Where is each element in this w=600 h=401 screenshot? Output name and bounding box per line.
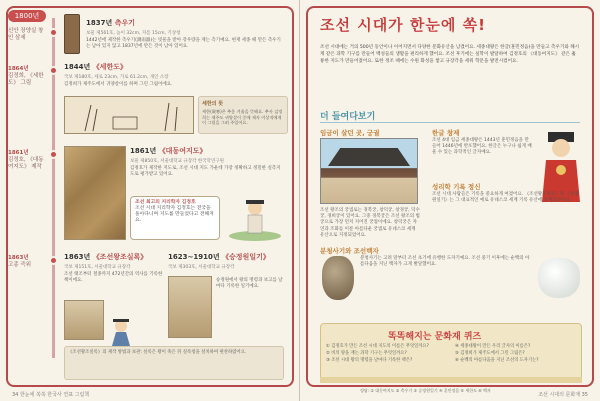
intro-text: 조선 시대에는 거의 500년 동안이나 이어지면서 다양한 문화유산을 남겼어요. 세종대왕은 한글(훈민정음)을 만들고 측우기와 해시계 같은 과학 기구를 만들어 백성들의 생활을 편리하게 했어요. 조선 후기에는 실학이 발달하여 김정호의 《대동여지도》 같은 훌륭한 지도가 만들어졌어요. 또한 정조 때에는 수원 화성을 쌓고 규장각을 세워 학문을 발전시켰어요. — [320, 45, 580, 64]
timeline-entry — [130, 146, 284, 178]
right-footer: 조선 시대의 문화재 35 — [538, 392, 588, 398]
section-subhead: 더 들여다보기 — [320, 112, 376, 122]
quiz-question: ⑥ 순백의 아름다움을 지닌 조선의 도자기는? — [455, 358, 539, 363]
page-title — [320, 14, 486, 35]
quiz-question: ⑤ 김정희가 제주도에서 그린 그림은? — [455, 351, 525, 356]
section-title-hangeul: 한글 창제 — [432, 129, 460, 137]
quiz-question: ① 김정호가 만든 조선 시대 지도의 이름은 무엇일까요? — [326, 344, 429, 349]
quiz-question: ② 비의 양을 재는 과학 기구는 무엇일까요? — [326, 351, 407, 356]
callout-text: 조선 시대 지리학자 김정호는 전국을 돌아다니며 지도를 만들었다고 전해져요. — [135, 206, 214, 223]
entry-year: 1844년 — [64, 63, 91, 71]
rain-gauge-image — [64, 14, 80, 54]
entry-meta: 국보 제151호, 서울대학교 규장각 — [64, 265, 131, 270]
section-title-pottery: 분청사기와 조선백자 — [320, 247, 379, 255]
entry-description: 조선 태조부터 철종까지 472년간의 역사를 기록한 책이에요. — [64, 272, 163, 283]
section-title-records: 성리학 기록 정신 — [432, 183, 481, 191]
side-label-text: 김정희, 《세한도》 그림 — [8, 73, 44, 86]
side-label — [8, 255, 48, 269]
callout-sehan — [198, 96, 288, 134]
side-label — [8, 28, 48, 42]
timeline-entry — [86, 18, 284, 50]
entry-year: 1863년 — [64, 253, 91, 261]
timeline-entry — [64, 252, 164, 284]
timeline-dot — [49, 66, 58, 75]
page-title-text: 조선 시대가 한눈에 쏙! — [320, 16, 486, 34]
section-body-palace: 조선 왕조의 궁궐로는 경복궁, 창덕궁, 창경궁, 덕수궁, 경희궁이 있어요. 그중 경복궁은 조선 왕조의 법궁으로 가장 먼저 지어진 궁궐이에요. 창덕궁은 자연과 조화를 이룬 아름다운 궁궐로 유네스코 세계 유산으로 지정되었어요. — [320, 208, 420, 238]
right-page — [300, 0, 600, 401]
sehando-sketch — [65, 97, 195, 135]
quiz-title: 똑똑해지는 문화재 퀴즈 — [388, 332, 482, 342]
entry-description: 1442년에 제작한 측우기(測雨器)는 빗물을 받아 강우량을 재는 측기예요. 현재 세종 때 만든 측우기는 남아 있지 않고 1837년에 만든 것이 남아 있어요. — [86, 38, 281, 49]
callout-kimjeongho — [130, 196, 220, 240]
annals-book-image — [64, 300, 104, 340]
side-label — [8, 66, 48, 87]
section-title-palace: 임금이 살던 곳, 궁궐 — [320, 129, 380, 137]
entry-year: 1861년 — [130, 147, 157, 155]
entry-name: 《조선왕조실록》 — [92, 253, 148, 261]
entry-description: 김정희가 제주도에서 귀양살이를 하며 그린 그림이에요. — [64, 82, 173, 87]
side-label — [8, 150, 48, 171]
entry-meta: 보물 제561호, 높이 32cm, 지름 15cm, 기상청 — [86, 31, 181, 36]
side-label-year: 1864년 — [8, 66, 29, 72]
callout-text: 세한(歲寒)은 추운 겨울을 뜻해요. 추사 김정희는 제주도 귀양살이 중에 제자 이상적에게 이 그림을 그려 주었어요. — [202, 109, 283, 125]
daedongyeojido-map — [64, 146, 126, 240]
callout-title: 조선 최고의 지리학자 김정호 — [135, 200, 196, 205]
palace-roof-shape — [328, 148, 410, 166]
side-label-text: 고종 즉위 — [8, 262, 32, 268]
entry-meta: 보물 제850호, 서울대학교 규장각 한국학연구원 — [130, 159, 224, 164]
callout-title: 세한의 뜻 — [202, 101, 224, 107]
palace-image — [320, 138, 418, 204]
timeline-entry — [64, 62, 284, 88]
entry-description: 김정호가 제작한 지도로, 조선 시대 지도 가운데 가장 정확하고 정밀한 실측지도로 평가받고 있어요. — [130, 166, 281, 177]
bottom-note-box — [64, 346, 284, 380]
entry-year: 1623~1910년 — [168, 253, 220, 261]
timeline-dot — [49, 256, 58, 265]
entry-year: 1837년 — [86, 19, 113, 27]
entry-description: 승정원에서 왕의 명령과 보고를 날마다 기록한 일기예요. — [216, 278, 283, 289]
timeline-entry — [168, 252, 284, 270]
quiz-answer-bar — [320, 377, 582, 393]
entry-name: 《세한도》 — [92, 63, 127, 71]
scholar-illustration — [108, 318, 134, 348]
quiz-answer: 정답: ① 대동여지도 ② 측우기 ③ 승정원일기 ④ 훈민정음 ⑤ 세한도 ⑥ 백자 — [360, 388, 491, 393]
quiz-question: ③ 조선 시대 왕의 명령을 날마다 기록한 책은? — [326, 358, 413, 363]
entry-name: 측우기 — [114, 19, 135, 27]
section-body-records: 조선 시대 사람들은 기록을 중요하게 여겼어요. 《조선왕조실록》과 《승정원일기》는 그 대표적인 예로 유네스코 세계 기록 유산에 등재되었어요. — [432, 192, 579, 204]
side-label-text: 신안 장양실 창인 삼세 — [8, 28, 44, 41]
timeline-dot — [49, 28, 58, 37]
buncheong-vase-image — [322, 256, 354, 300]
left-footer: 34 한눈에 쏙쏙 한국사 연표 그림책 — [12, 392, 90, 398]
seungjeongwon-book-image — [168, 276, 212, 338]
section-body-hangeul: 조선 4대 임금 세종대왕은 1443년 훈민정음을 만들어 1446년에 반포했어요. 한글은 누구나 쉽게 배울 수 있는 과학적인 글자예요. — [432, 138, 532, 156]
quiz-question: ④ 세종대왕이 만든 우리 글자의 이름은? — [455, 344, 531, 349]
entry-name: 《승정원일기》 — [222, 253, 270, 261]
white-porcelain-image — [538, 258, 580, 298]
bottom-note: 《조선왕조실록》의 제작 방법과 보관: 실록은 왕이 죽은 뒤 실록청을 설치하여 편찬하였어요. — [68, 350, 247, 355]
side-label-year: 1863년 — [8, 255, 29, 261]
entry-name: 《대동여지도》 — [158, 147, 207, 155]
sehando-painting — [64, 96, 194, 134]
section-body-pottery: 분청사기는 고려 말부터 조선 초기에 유행한 도자기예요. 조선 중기 이후에는 순백의 아름다움을 지닌 백자가 크게 발달했어요. — [360, 256, 530, 268]
timeline-dot — [49, 150, 58, 159]
first-year-badge: 1800년 — [8, 10, 46, 22]
traveler-illustration — [226, 196, 284, 242]
entry-meta: 국보 제303호, 서울대학교 규장각 — [168, 265, 235, 270]
side-label-text: 김정호, 《대동여지도》 제작 — [8, 157, 44, 170]
section-divider — [320, 122, 580, 123]
entry-meta: 국보 제180호, 세로 23cm, 가로 61.2cm, 개인 소장 — [64, 75, 169, 80]
side-label-year: 1861년 — [8, 150, 29, 156]
